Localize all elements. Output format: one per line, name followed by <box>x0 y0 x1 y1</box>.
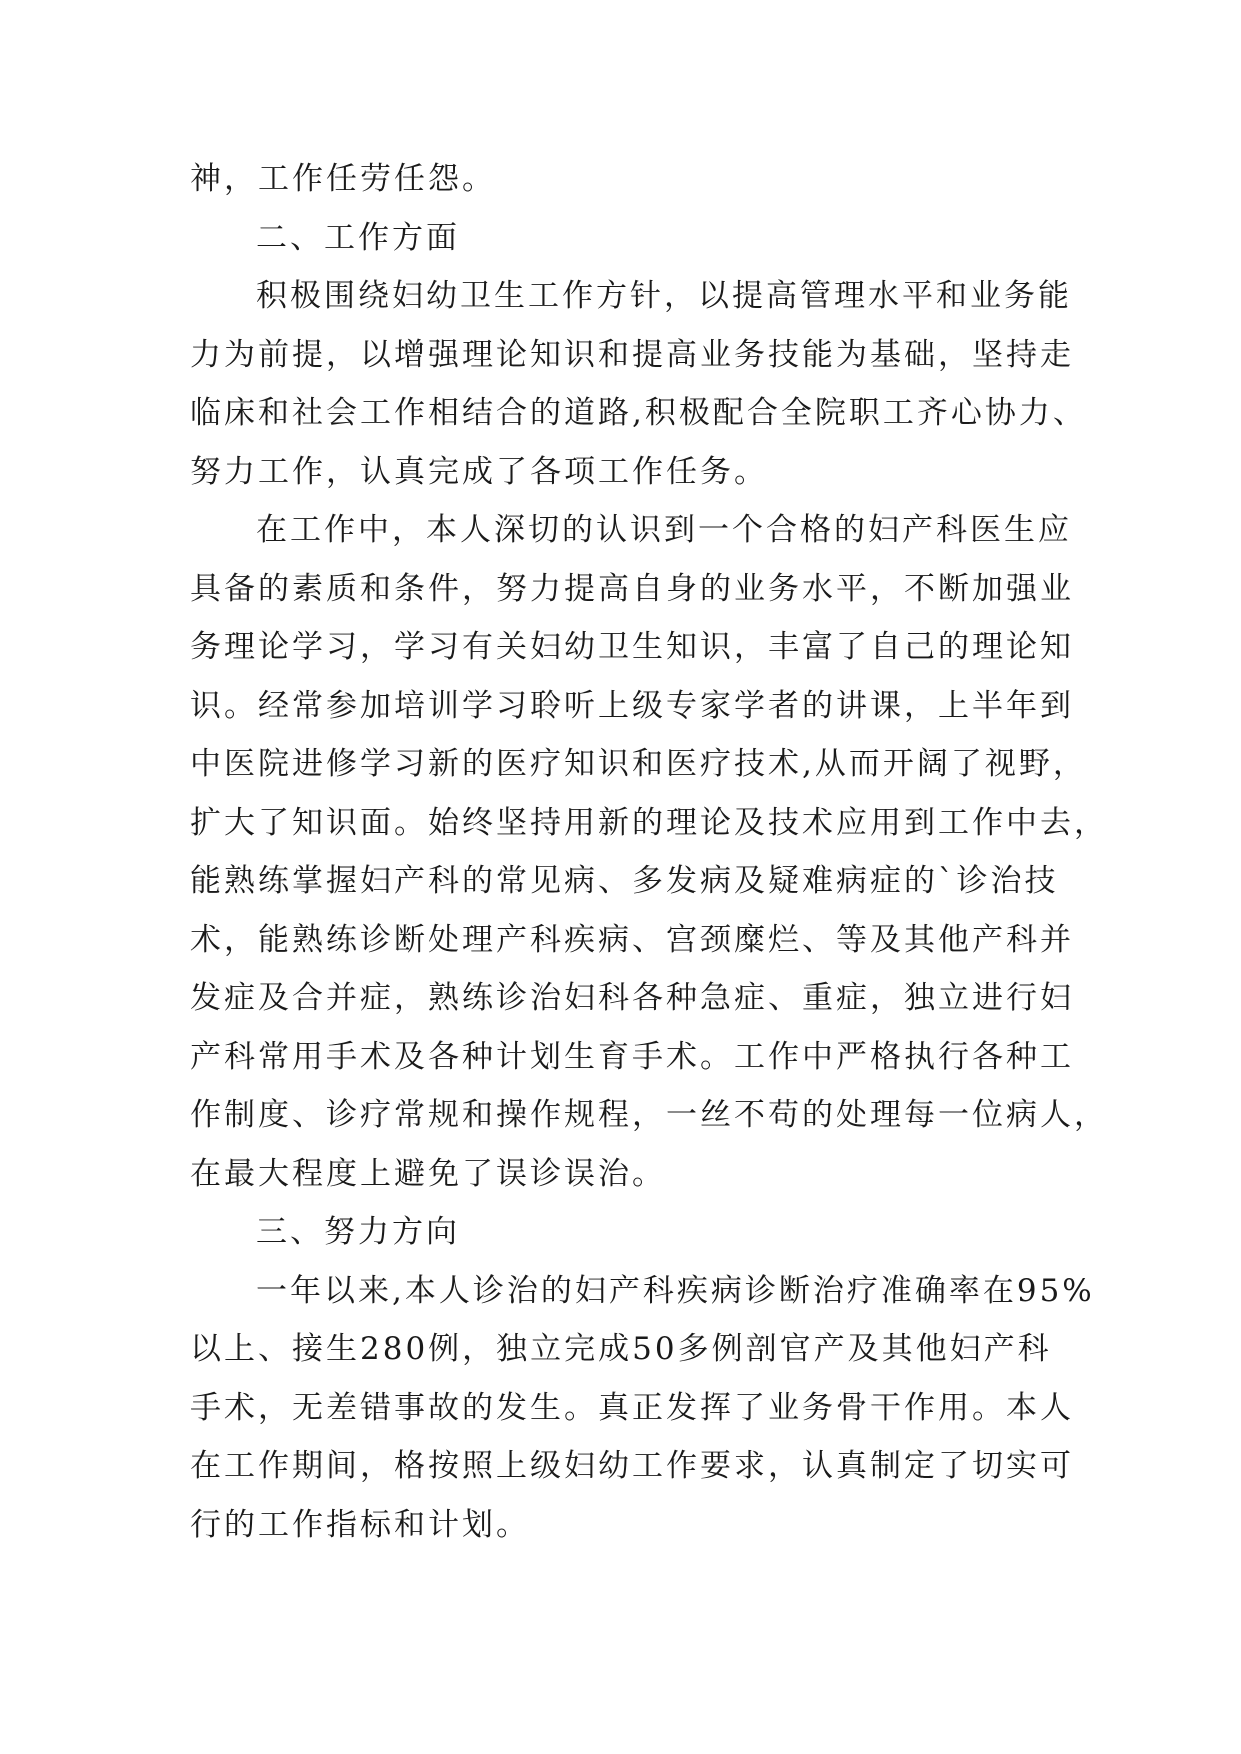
text-line: 行的工作指标和计划。 <box>190 1506 530 1543</box>
text-line: 一年以来,本人诊治的妇产科疾病诊断治疗准确率在95% <box>256 1272 1095 1309</box>
text-line: 产科常用手术及各种计划生育手术。工作中严格执行各种工 <box>190 1038 1074 1075</box>
text-line: 积极围绕妇幼卫生工作方针，以提高管理水平和业务能 <box>256 278 1072 314</box>
text-line: 发症及合并症，熟练诊治妇科各种急症、重症，独立进行妇 <box>190 980 1074 1016</box>
section-heading: 三、努力方向 <box>256 1214 460 1250</box>
text-line: 以上、接生280例，独立完成50多例剖官产及其他妇产科 <box>190 1331 1052 1367</box>
text-line: 作制度、诊疗常规和操作规程，一丝不苟的处理每一位病人， <box>190 1097 1108 1133</box>
text-line: 能熟练掌握妇产科的常见病、多发病及疑难病症的`诊治技 <box>190 863 1059 899</box>
section-heading: 二、工作方面 <box>256 219 460 256</box>
document-body <box>190 150 1108 1554</box>
text-line: 手术，无差错事故的发生。真正发挥了业务骨干作用。本人 <box>190 1389 1074 1426</box>
text-line: 神，工作任劳任怨。 <box>190 161 496 197</box>
text-line: 扩大了知识面。始终坚持用新的理论及技术应用到工作中去， <box>190 804 1108 841</box>
text-line: 临床和社会工作相结合的道路,积极配合全院职工齐心协力、 <box>190 395 1087 431</box>
text-line: 中医院进修学习新的医疗知识和医疗技术,从而开阔了视野， <box>190 746 1087 782</box>
text-line: 识。经常参加培训学习聆听上级专家学者的讲课，上半年到 <box>190 687 1074 724</box>
text-line: 努力工作，认真完成了各项工作任务。 <box>190 453 768 490</box>
text-line: 具备的素质和条件，努力提高自身的业务水平，不断加强业 <box>190 570 1074 607</box>
text-line: 在工作中，本人深切的认识到一个合格的妇产科医生应 <box>256 512 1072 548</box>
text-line: 务理论学习，学习有关妇幼卫生知识，丰富了自己的理论知 <box>190 629 1074 665</box>
text-line: 在工作期间，格按照上级妇幼工作要求，认真制定了切实可 <box>190 1448 1074 1484</box>
text-line: 术，能熟练诊断处理产科疾病、宫颈糜烂、等及其他产科并 <box>190 921 1074 958</box>
text-line: 在最大程度上避免了误诊误治。 <box>190 1155 666 1192</box>
text-line: 力为前提，以增强理论知识和提高业务技能为基础，坚持走 <box>190 336 1074 373</box>
